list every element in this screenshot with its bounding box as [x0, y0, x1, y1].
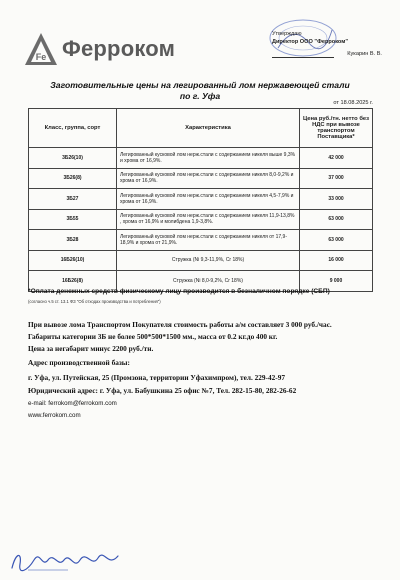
transport-cost: При вывозе лома Транспортом Покупателя стоимость работы а/м составляет 3 000 руб./час.: [28, 320, 332, 329]
grade-cell: 3Б27: [29, 189, 117, 210]
signature-line: [272, 57, 334, 58]
price-cell: 9 000: [300, 271, 373, 292]
description-cell: Легированный кусковой лом нерж.стали с содержанием никеля от 17,9-18,9% и хрома от 21,9%.: [117, 230, 300, 251]
description-cell: Легированный кусковой лом нерж.стали с содержанием никеля 4,5-7,9% и хрома от 16,9%.: [117, 189, 300, 210]
table-row: [29, 189, 373, 210]
table-row: [29, 209, 373, 230]
price-cell: 33 000: [300, 189, 373, 210]
handwritten-signature-icon: [8, 548, 128, 574]
law-reference: (согласно ч.5 ст. 13.1 ФЗ "Об отходах производства и потребления"): [28, 299, 161, 304]
grade-cell: 3Б55: [29, 209, 117, 230]
ferrokom-logo-icon: [24, 32, 58, 66]
header-grade: Класс, группа, сорт: [29, 109, 117, 148]
approval-title: Утверждаю: [272, 31, 302, 37]
header-price: Цена руб./тн. нетто без НДС при вывозе транспортом Поставщика*: [300, 109, 373, 148]
description-cell: Стружка (Ni 8,0-9,2%, Cr 18%): [117, 271, 300, 292]
price-cell: 63 000: [300, 230, 373, 251]
grade-cell: 3Б26(10): [29, 148, 117, 169]
website-link[interactable]: www.ferrokom.com: [28, 412, 81, 419]
document-date: от 18.08.2025 г.: [333, 100, 373, 106]
title-line-1: Заготовительные цены на легированный лом нержавеющей стали: [50, 80, 350, 90]
table-header-row: [29, 109, 373, 148]
payment-note: *Оплата денежных средств физическому лицу производится в безналичном порядке (СБП): [28, 288, 330, 295]
document-title: [30, 80, 370, 102]
title-line-2: по г. Уфа: [179, 91, 221, 101]
price-cell: 37 000: [300, 168, 373, 189]
svg-text:Fe: Fe: [35, 52, 47, 62]
price-table: [28, 108, 373, 292]
description-cell: Легированный кусковой лом нерж.стали с содержанием никеля 11,9-13,8% , хрома от 16,9% и молибдена 1,9-3,8%.: [117, 209, 300, 230]
email-link[interactable]: e-mail: ferrokom@ferrokom.com: [28, 400, 117, 407]
grade-cell: 3Б28: [29, 230, 117, 251]
price-cell: 42 000: [300, 148, 373, 169]
company-logo: [24, 32, 184, 68]
table-row: [29, 168, 373, 189]
description-cell: Легированный кусковой лом нерж.стали с содержанием никеля выше 9,3% и хрома от 16,9%.: [117, 148, 300, 169]
grade-cell: 16Б26(10): [29, 250, 117, 271]
approval-position: Директор ООО "Ферроком": [272, 39, 349, 45]
description-cell: Легированный кусковой лом нерж.стали с содержанием никеля 8,0-9,2% и хрома от 16,9%.: [117, 168, 300, 189]
dimensions-text: Габариты категории 3Б не более 500*500*1500 мм., масса от 0.2 кг.до 400 кг.: [28, 332, 278, 341]
grade-cell: 3Б26(8): [29, 168, 117, 189]
approval-block: [272, 30, 382, 58]
base-address: г. Уфа, ул. Путейская, 25 (Промзона, территории Уфахимпром), тел. 229-42-97: [28, 373, 286, 382]
price-cell: 63 000: [300, 209, 373, 230]
table-row: [29, 250, 373, 271]
grade-cell: 16Б26(8): [29, 271, 117, 292]
bases-label: Адрес производственной базы:: [28, 358, 130, 367]
header-description: Характеристика: [117, 109, 300, 148]
table-row: [29, 230, 373, 251]
table-row: [29, 148, 373, 169]
price-cell: 16 000: [300, 250, 373, 271]
description-cell: Стружка (Ni 9,3-11,9%, Cr 18%): [117, 250, 300, 271]
legal-address: Юридический адрес: г. Уфа, ул. Бабушкина 25 офис №7, Тел. 282-15-80, 282-26-62: [28, 386, 297, 395]
oversize-text: Цена за негабарит минус 2200 руб./тн.: [28, 344, 154, 353]
approval-signer: Кукарин В. В.: [347, 51, 382, 57]
brand-name: Ферроком: [62, 36, 176, 61]
